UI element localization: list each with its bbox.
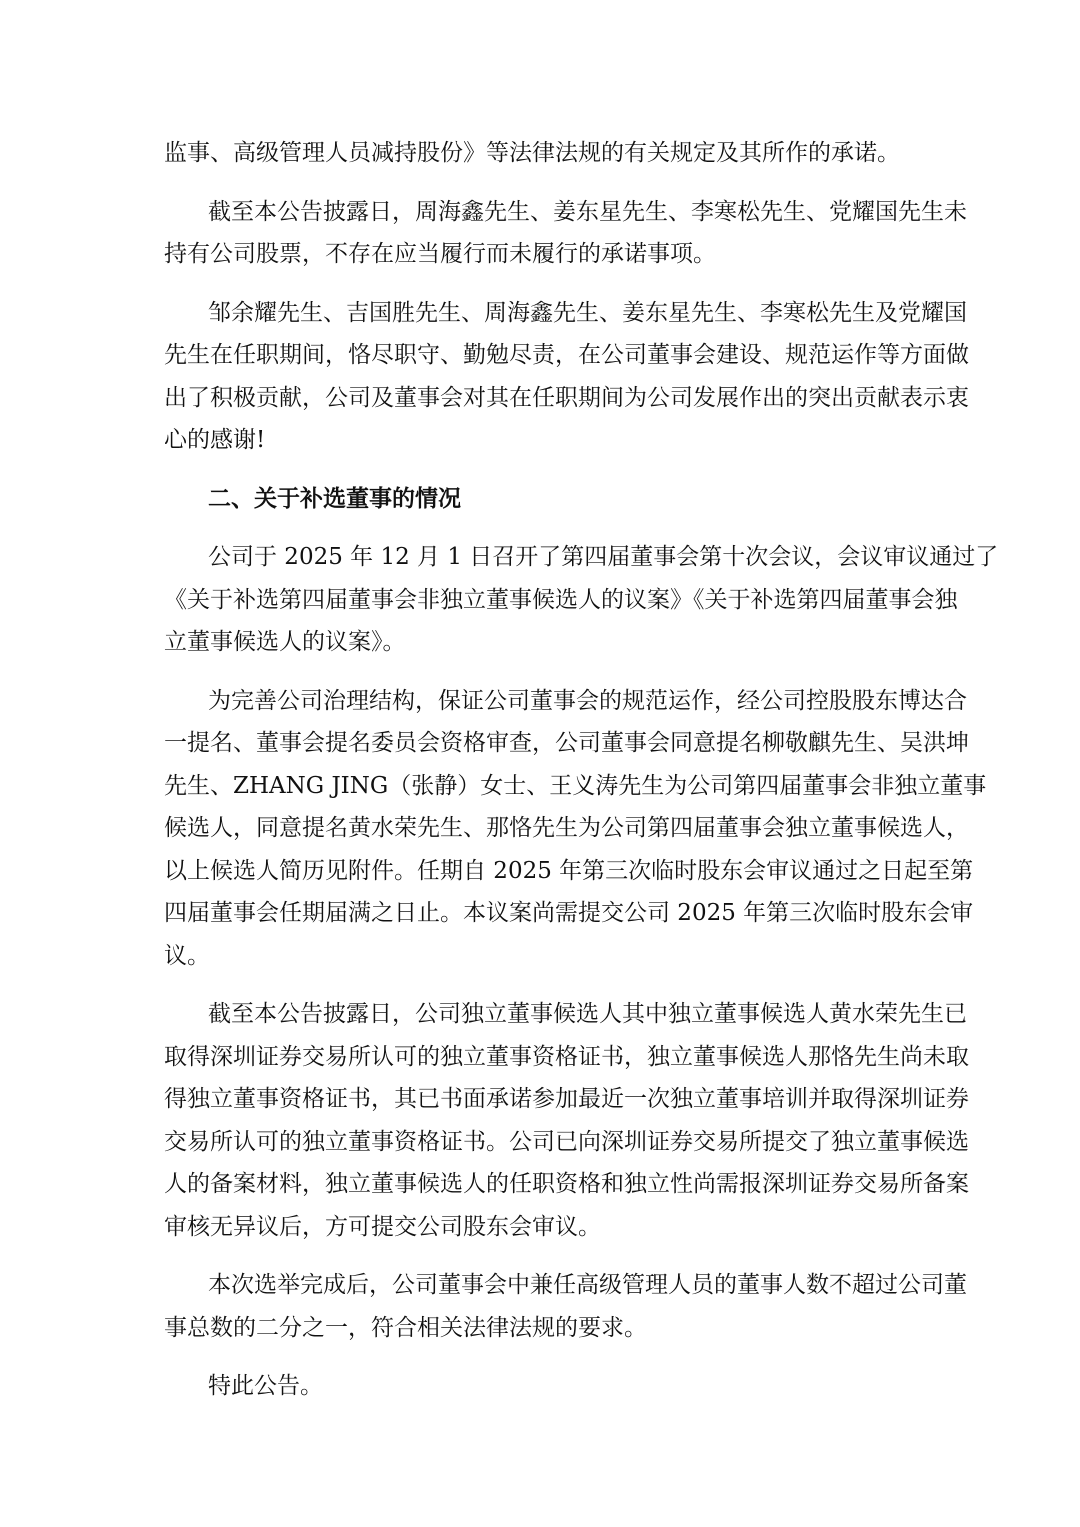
paragraph: [164, 536, 999, 664]
text-line: 得独立董事资格证书，其已书面承诺参加最近一次独立董事培训并取得深圳证券: [164, 1086, 969, 1112]
text-line: 《关于补选第四届董事会非独立董事候选人的议案》《关于补选第四届董事会独: [164, 586, 958, 613]
text-line: 二、关于补选董事的情况: [208, 484, 461, 512]
text-line: 审核无异议后，方可提交公司股东会审议。: [164, 1213, 601, 1240]
paragraph: [164, 1365, 918, 1408]
text-line: 截至本公告披露日，周海鑫先生、姜东星先生、李寒松先生、党耀国先生未: [208, 198, 967, 225]
paragraph: [164, 132, 918, 175]
text-line: 持有公司股票，不存在应当履行而未履行的承诺事项。: [164, 241, 716, 267]
text-line: 心的感谢!: [164, 427, 266, 453]
text-line: 先生在任职期间，恪尽职守、勤勉尽责，在公司董事会建设、规范运作等方面做: [164, 342, 969, 368]
paragraph: [164, 1264, 967, 1349]
text-line: 交易所认可的独立董事资格证书。公司已向深圳证券交易所提交了独立董事候选: [164, 1128, 969, 1155]
text-line: 特此公告。: [208, 1373, 323, 1399]
text-line: 以上候选人简历见附件。任期自 2025 年第三次临时股东会审议通过之日起至第: [164, 857, 974, 884]
text-line: 为完善公司治理结构，保证公司董事会的规范运作，经公司控股股东博达合: [208, 687, 967, 714]
text-line: 议。: [164, 942, 210, 969]
text-line: 人的备案材料，独立董事候选人的任职资格和独立性尚需报深圳证券交易所备案: [164, 1171, 969, 1197]
text-line: 截至本公告披露日，公司独立董事候选人其中独立董事候选人黄水荣先生已: [208, 1001, 967, 1027]
paragraph: [164, 292, 969, 462]
text-line: 一提名、董事会提名委员会资格审查，公司董事会同意提名柳敬麒先生、吴洪坤: [164, 730, 969, 756]
section-heading: [164, 478, 918, 521]
paragraph: [164, 191, 967, 276]
text-line: 邹余耀先生、吉国胜先生、周海鑫先生、姜东星先生、李寒松先生及党耀国: [208, 299, 967, 326]
text-line: 事总数的二分之一，符合相关法律法规的要求。: [164, 1314, 647, 1341]
text-line: 立董事候选人的议案》。: [164, 629, 406, 655]
paragraph: [164, 680, 987, 978]
text-line: 四届董事会任期届满之日止。本议案尚需提交公司 2025 年第三次临时股东会审: [164, 900, 974, 926]
text-line: 本次选举完成后，公司董事会中兼任高级管理人员的董事人数不超过公司董: [208, 1272, 967, 1298]
paragraph: [164, 993, 969, 1248]
text-line: 先生、ZHANG JING（张静）女士、王义涛先生为公司第四届董事会非独立董事: [164, 772, 987, 799]
document-body: [164, 132, 999, 1424]
text-line: 监事、高级管理人员减持股份》等法律法规的有关规定及其所作的承诺。: [164, 140, 900, 166]
text-line: 候选人，同意提名黄水荣先生、那恪先生为公司第四届董事会独立董事候选人，: [164, 815, 969, 841]
text-line: 出了积极贡献，公司及董事会对其在任职期间为公司发展作出的突出贡献表示衷: [164, 384, 969, 411]
text-line: 取得深圳证券交易所认可的独立董事资格证书，独立董事候选人那恪先生尚未取: [164, 1043, 969, 1070]
text-line: 公司于 2025 年 12 月 1 日召开了第四届董事会第十次会议，会议审议通过了: [208, 544, 999, 570]
